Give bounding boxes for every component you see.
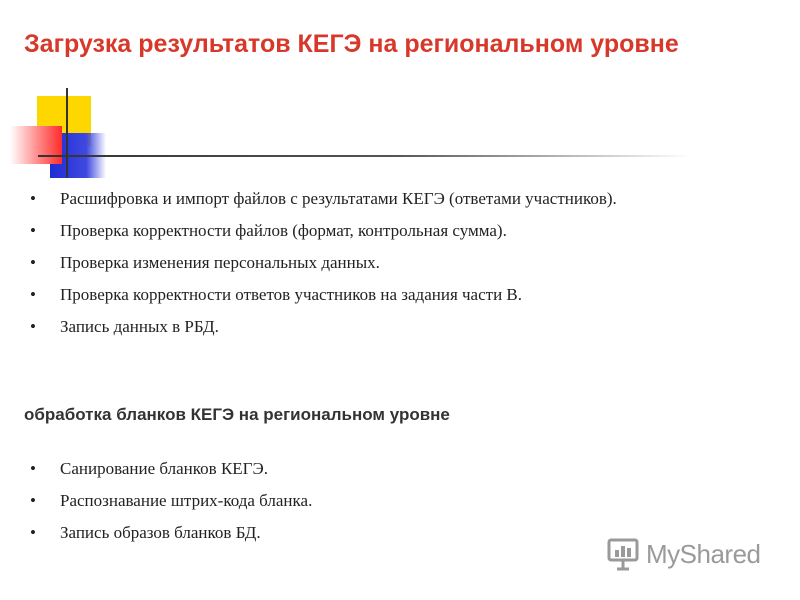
list-item-text: Расшифровка и импорт файлов с результатами КЕГЭ (ответами участников). — [60, 189, 617, 208]
list-item — [30, 251, 710, 274]
bullet-icon: • — [30, 285, 36, 304]
decor-red-square — [10, 126, 62, 164]
section-heading: обработка бланков КЕГЭ на региональном уровне — [24, 405, 450, 424]
list-item — [30, 187, 710, 210]
bullet-list-upload — [30, 187, 710, 347]
list-item-text: Запись данных в РБД. — [60, 317, 219, 336]
presentation-board-icon — [606, 537, 640, 571]
list-item — [30, 315, 710, 338]
watermark — [606, 536, 761, 572]
list-item-text: Проверка корректности файлов (формат, контрольная сумма). — [60, 221, 507, 240]
bullet-icon: • — [30, 317, 36, 336]
slide-title: Загрузка результатов КЕГЭ на региональном уровне — [24, 30, 679, 58]
bullet-icon: • — [30, 221, 36, 240]
bullet-icon: • — [30, 189, 36, 208]
list-item-text: Проверка изменения персональных данных. — [60, 253, 380, 272]
bullet-icon: • — [30, 491, 36, 510]
list-item-text: Запись образов бланков БД. — [60, 523, 261, 542]
list-item-text: Санирование бланков КЕГЭ. — [60, 459, 268, 478]
list-item — [30, 489, 710, 512]
bullet-icon: • — [30, 253, 36, 272]
watermark-text: MyShared — [646, 538, 761, 569]
list-item-text: Распознавание штрих-кода бланка. — [60, 491, 313, 510]
bullet-icon: • — [30, 523, 36, 542]
list-item-text: Проверка корректности ответов участников на задания части В. — [60, 285, 523, 304]
decor-horizontal-line — [38, 155, 690, 157]
list-item — [30, 457, 710, 480]
bullet-icon: • — [30, 459, 36, 478]
decor-vertical-line — [66, 88, 68, 178]
list-item — [30, 283, 710, 306]
list-item — [30, 219, 710, 242]
